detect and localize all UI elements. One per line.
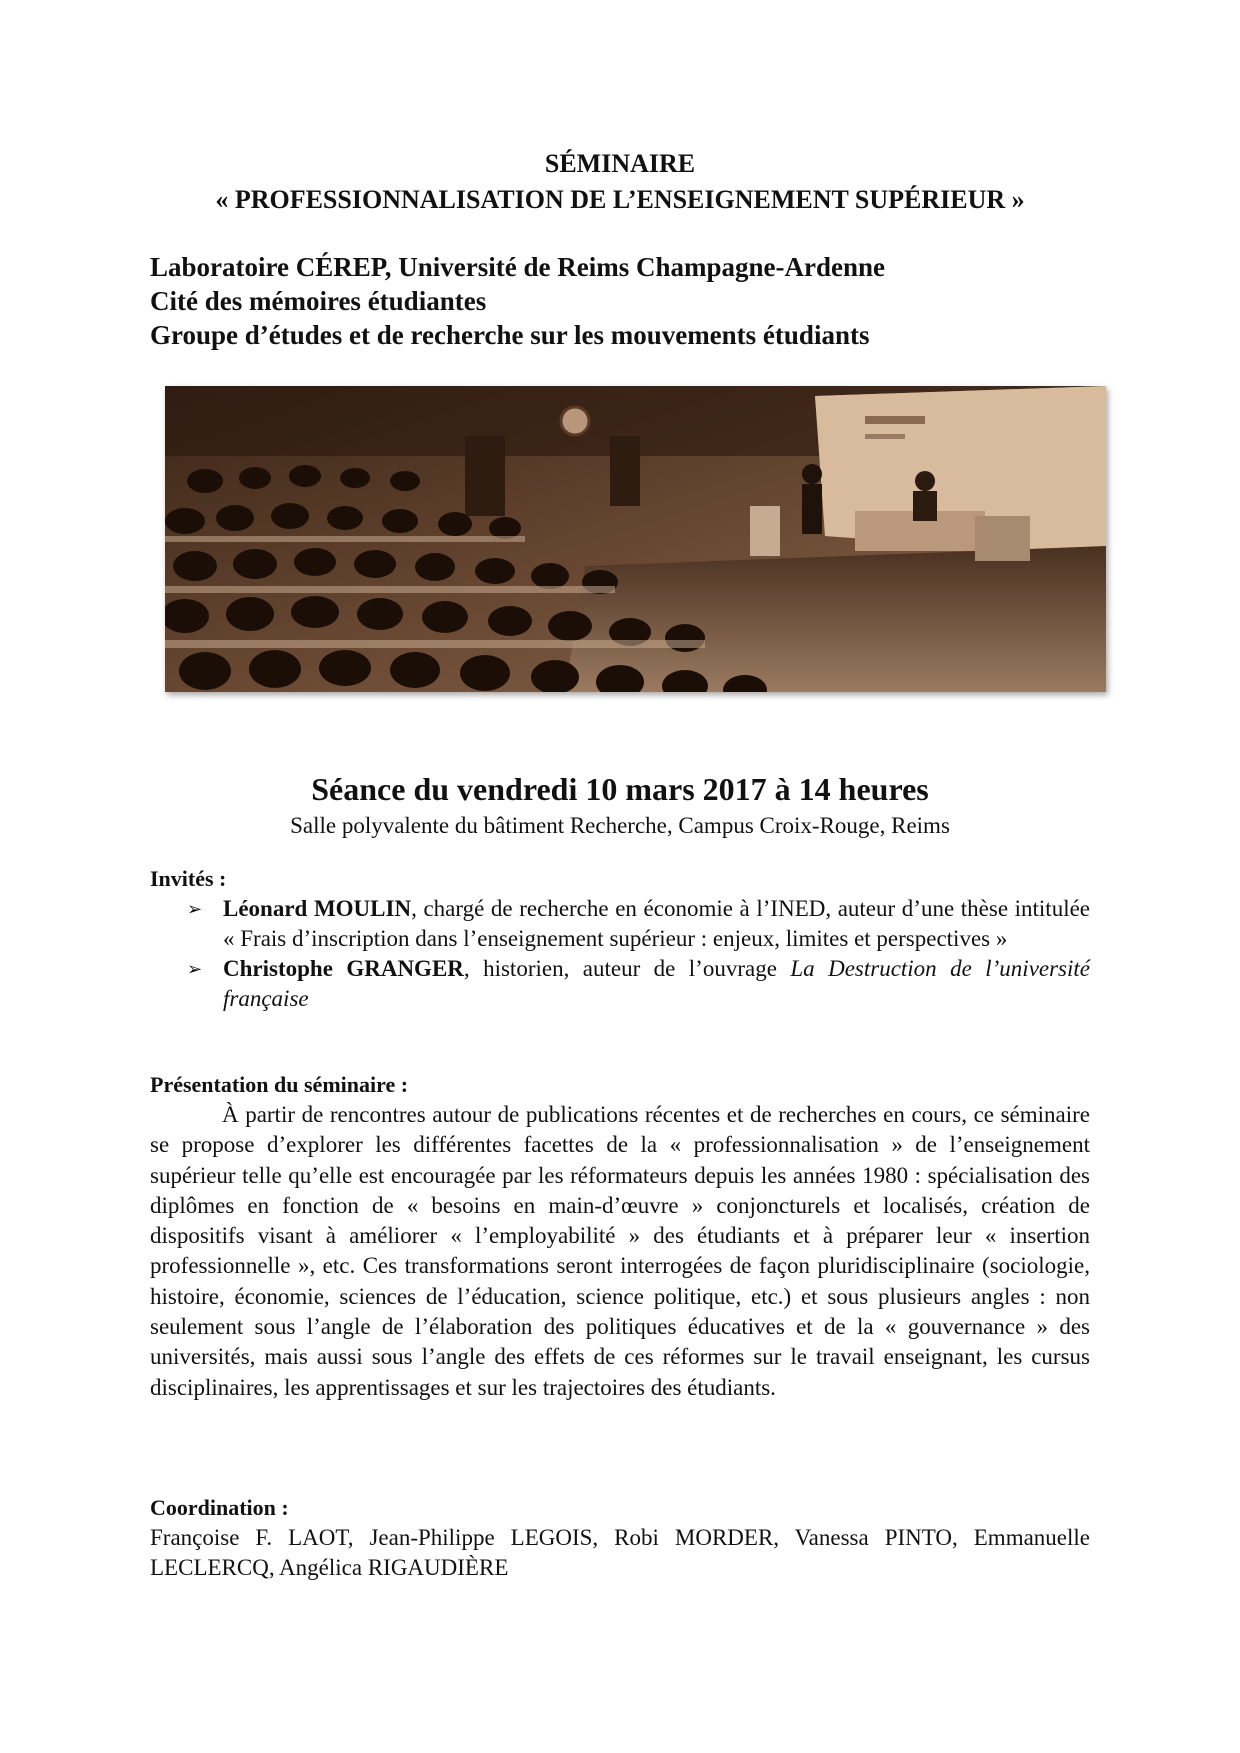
- guest-work-title: La Destruction de l’université française: [223, 956, 1090, 1011]
- guest-name: Christophe GRANGER: [223, 956, 464, 981]
- guests-heading: Invités :: [150, 866, 227, 891]
- presentation-heading: Présentation du séminaire :: [150, 1072, 409, 1097]
- organizer-line: Cité des mémoires étudiantes: [150, 286, 487, 316]
- seminar-title-line2: « PROFESSIONNALISATION DE L’ENSEIGNEMENT SUPÉRIEUR »: [215, 185, 1025, 214]
- lecture-hall-photo: [165, 386, 1106, 692]
- guest-description: , historien, auteur de l’ouvrage: [463, 956, 791, 981]
- seminar-title-line1: SÉMINAIRE: [544, 149, 696, 178]
- guests-section: [150, 864, 1090, 1014]
- guest-name: Léonard MOULIN: [223, 896, 412, 921]
- organizers: [150, 250, 885, 352]
- arrow-bullet-icon: ➢: [187, 959, 203, 979]
- coordination-section: [150, 1493, 1090, 1583]
- session-title: Séance du vendredi 10 mars 2017 à 14 heures: [311, 771, 929, 807]
- guest-description: , chargé de recherche en économie à l’INED, auteur d’une thèse intitulée « Frais d’inscription dans l’enseignement supérieur : enjeux, limites et perspectives »: [223, 896, 1091, 951]
- photo-illustration: [165, 386, 1106, 692]
- arrow-bullet-icon: ➢: [187, 899, 203, 919]
- organizer-line: Groupe d’études et de recherche sur les mouvements étudiants: [150, 320, 870, 350]
- coordination-names: Françoise F. LAOT, Jean-Philippe LEGOIS, Robi MORDER, Vanessa PINTO, Emmanuelle LECLERCQ, Angélica RIGAUDIÈRE: [150, 1525, 1090, 1580]
- coordination-heading: Coordination :: [150, 1495, 289, 1520]
- organizer-line: Laboratoire CÉREP, Université de Reims Champagne-Ardenne: [150, 252, 885, 282]
- presentation-section: [150, 1070, 1090, 1403]
- presentation-body: À partir de rencontres autour de publications récentes et de recherches en cours, ce séminaire se propose d’explorer les différentes facettes de la « professionnalisation » de l’enseignement supérieur telle qu’elle est encouragée par les réformateurs depuis les années 1980 : spécialisation des diplômes en fonction de « besoins en main-d’œuvre » conjoncturels et localisés, création de dispositifs visant à améliorer « l’employabilité » des étudiants et à préparer leur « insertion professionnelle », etc. Ces transformations seront interrogées de façon pluridisciplinaire (sociologie, histoire, économie, sciences de l’éducation, science politique, etc.) et sous plusieurs angles : non seulement sous l’angle de l’élaboration des politiques éducatives et de la « gouvernance » des universités, mais aussi sous l’angle des effets de ces réformes sur le travail enseignant, les cursus disciplinaires, les apprentissages et sur les trajectoires des étudiants.: [150, 1102, 1090, 1400]
- seminar-title: [0, 146, 1240, 218]
- session-venue: Salle polyvalente du bâtiment Recherche, Campus Croix-Rouge, Reims: [290, 813, 950, 838]
- guest-item: [150, 894, 1090, 954]
- guest-item: [150, 954, 1090, 1014]
